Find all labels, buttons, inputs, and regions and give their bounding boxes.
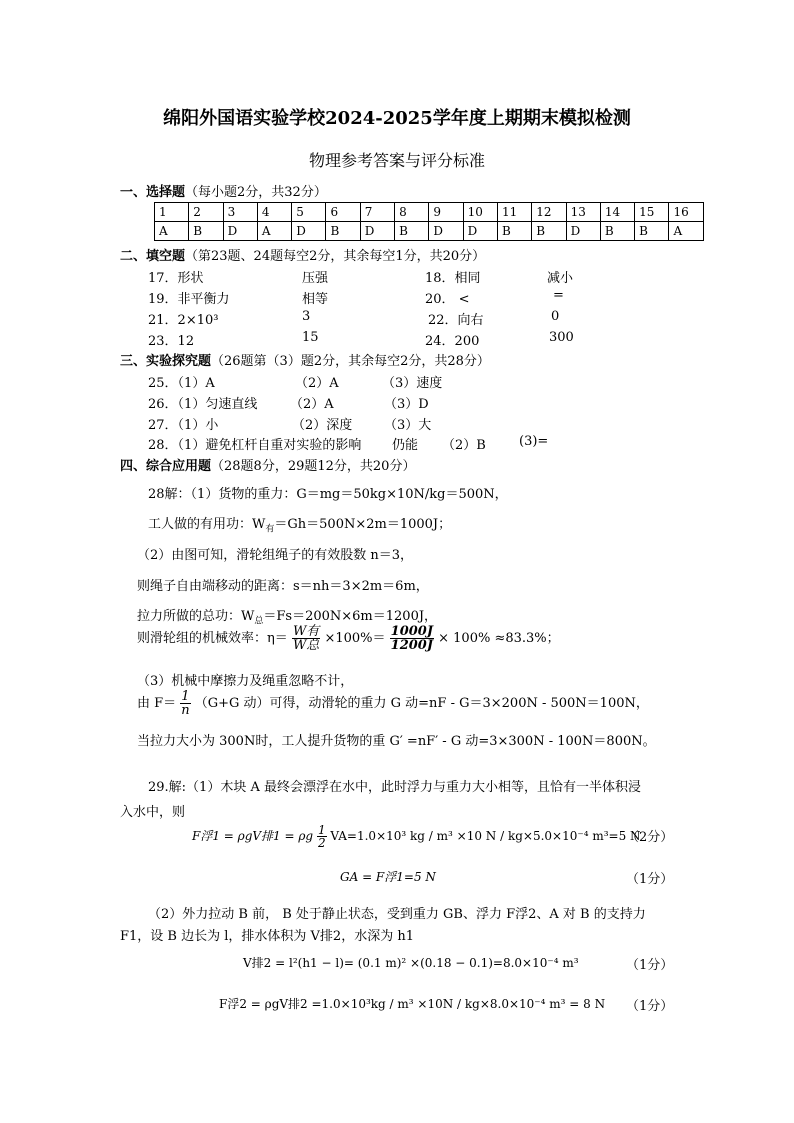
efficiency-formula: 则滑轮组的机械效率：η＝ $\frac{\text{W有}}{\text{W总}}$ ×100%＝ $\frac{1000J}{1200J}$ × 100% ≈83.3%； — [137, 624, 560, 653]
page-subtitle: 物理参考答案与评分标准 — [308, 151, 485, 170]
section-experiment-heading: 三、实验探究题（26题第（3）题2分，其余每空2分，共28分） — [120, 354, 490, 369]
choice-answer-table — [154, 202, 704, 241]
section-application-heading: 四、综合应用题（28题8分，29题12分，共20分） — [120, 459, 416, 474]
table-row: 1 2 3 4 5 6 7 8 9 10 11 12 13 14 15 16 — [155, 203, 704, 222]
section-fill-heading: 二、填空题（第23题、24题每空2分，其余每空1分，共20分） — [120, 249, 486, 264]
section-choice-heading: 一、选择题（每小题2分，共32分） — [120, 185, 327, 200]
table-row: A B D A D B D B D D B B D B B A — [155, 222, 704, 241]
buoyancy-equation-1: F浮1 = ρgV排1 = ρg $\frac{1}{2}$ VA=1.0×10³ kg / m³ ×10 N / kg×5.0×10⁻⁴ m³=5 N — [192, 823, 641, 850]
page-title: 绵阳外国语实验学校2024-2025学年度上期期末模拟检测 — [163, 108, 631, 129]
